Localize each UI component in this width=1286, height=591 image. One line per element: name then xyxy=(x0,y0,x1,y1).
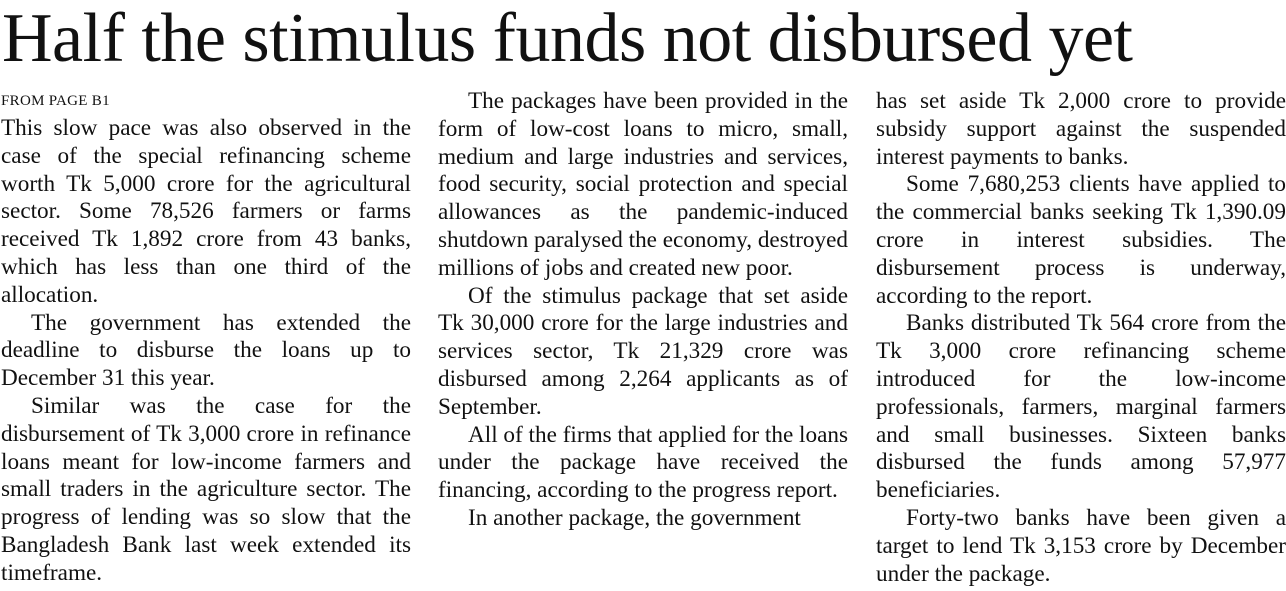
paragraph: This slow pace was also observed in the case of the special refinancing scheme worth Tk 5,000 crore for the agricultural sector. Some 78,526 farmers or farms received Tk 1,892 crore from 43 banks, which has less than one third of the allocation. xyxy=(1,115,411,308)
article-column-1 xyxy=(1,88,411,588)
paragraph: has set aside Tk 2,000 crore to provide subsidy support against the suspended interest payments to banks. xyxy=(876,88,1286,170)
kicker-from-page: FROM PAGE B1 xyxy=(1,93,110,109)
headline: Half the stimulus funds not disbursed yet xyxy=(2,0,1133,77)
paragraph: Banks distributed Tk 564 crore from the Tk 3,000 crore refinancing scheme introduced for the low-income professionals, farmers, marginal farmers and small businesses. Sixteen banks disbursed the funds among 57,977 beneficiaries. xyxy=(876,310,1286,504)
paragraph: Forty-two banks have been given a target to lend Tk 3,153 crore by December under the package. xyxy=(876,504,1286,587)
paragraph: Similar was the case for the disbursement of Tk 3,000 crore in refinance loans meant for low-income farmers and small traders in the agriculture sector. The progress of lending was so slow that the Bangladesh Bank last week extended its timeframe. xyxy=(1,392,411,586)
paragraph: All of the firms that applied for the loans under the package have received the financing, according to the progress report. xyxy=(438,421,848,504)
paragraph: The packages have been provided in the form of low-cost loans to micro, small, medium and large industries and services, food security, social protection and special allowances as the pandemic-induced shutdown paralysed the economy, destroyed millions of jobs and created new poor. xyxy=(438,88,848,281)
article-column-3 xyxy=(876,88,1286,588)
paragraph: Some 7,680,253 clients have applied to the commercial banks seeking Tk 1,390.09 crore in interest subsidies. The disbursement process is underway, according to the report. xyxy=(876,171,1286,309)
paragraph: The government has extended the deadline to disburse the loans up to December 31 this year. xyxy=(1,309,411,392)
paragraph: Of the stimulus package that set aside Tk 30,000 crore for the large industries and services sector, Tk 21,329 crore was disbursed among 2,264 applicants as of September. xyxy=(438,282,848,420)
paragraph: In another package, the government xyxy=(468,504,801,531)
article-column-2 xyxy=(438,88,848,533)
